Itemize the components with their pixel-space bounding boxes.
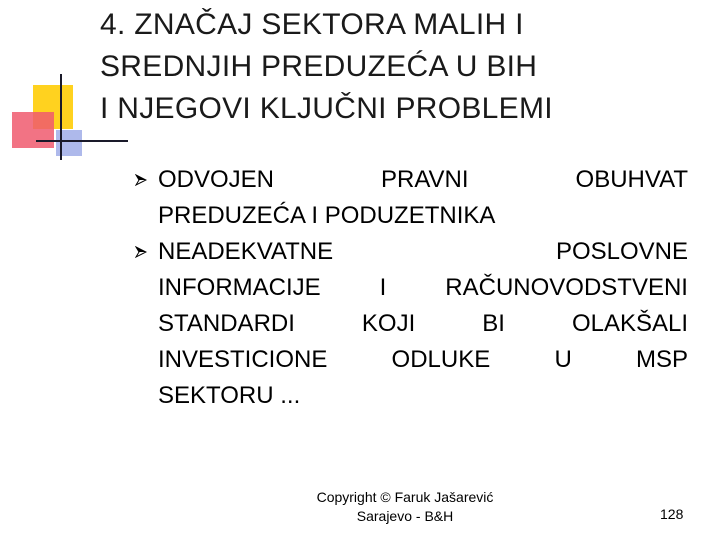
arrow-bullet-icon (135, 246, 147, 258)
bullet-word: I (379, 274, 387, 301)
bullet-word: STANDARDI (158, 310, 295, 337)
bullet-word: OLAKŠALI (571, 310, 688, 337)
bullet-word: INVESTICIONE (158, 346, 328, 373)
bullet-word: U (554, 346, 572, 373)
bullet-word: KOJI (361, 310, 416, 337)
bullet-item (128, 234, 688, 414)
arrow-bullet-icon (135, 174, 147, 186)
bullet-word: POSLOVNE (555, 238, 688, 265)
bullet-line (158, 234, 688, 270)
decor-red-square (12, 112, 54, 148)
bullet-item (128, 162, 688, 234)
footer-line: Sarajevo - B&H (356, 508, 454, 524)
bullet-word: SEKTORU ... (158, 382, 301, 409)
bullet-line (158, 198, 688, 234)
bullet-word: NEADEKVATNE (158, 238, 334, 265)
bullet-line (158, 270, 688, 306)
bullet-line (158, 306, 688, 342)
bullet-word: RAČUNOVODSTVENI (445, 274, 688, 301)
bullet-line (158, 378, 688, 414)
title-line: 4. ZNAČAJ SEKTORA MALIH I (100, 8, 524, 41)
footer-line: Copyright © Faruk Jašarević (316, 489, 494, 505)
bullet-word: ODLUKE (391, 346, 491, 373)
bullet-word: MSP (635, 346, 688, 373)
bullet-list (128, 162, 688, 414)
bullet-word: OBUHVAT (575, 166, 688, 193)
slide-title (100, 4, 700, 130)
title-line: I NJEGOVI KLJUČNI PROBLEMI (100, 92, 553, 125)
bullet-word: PREDUZEĆA I PODUZETNIKA (158, 202, 496, 229)
title-line: SREDNJIH PREDUZEĆA U BIH (100, 50, 538, 83)
bullet-word: PRAVNI (380, 166, 469, 193)
bullet-word: ODVOJEN (158, 166, 275, 193)
footer-copyright (280, 488, 530, 526)
bullet-line (158, 342, 688, 378)
page-number: 128 (660, 506, 684, 522)
bullet-word: INFORMACIJE (158, 274, 321, 301)
decor-vertical-line (60, 74, 62, 160)
bullet-word: BI (482, 310, 505, 337)
bullet-line (158, 162, 688, 198)
decor-horizontal-line (36, 140, 128, 142)
